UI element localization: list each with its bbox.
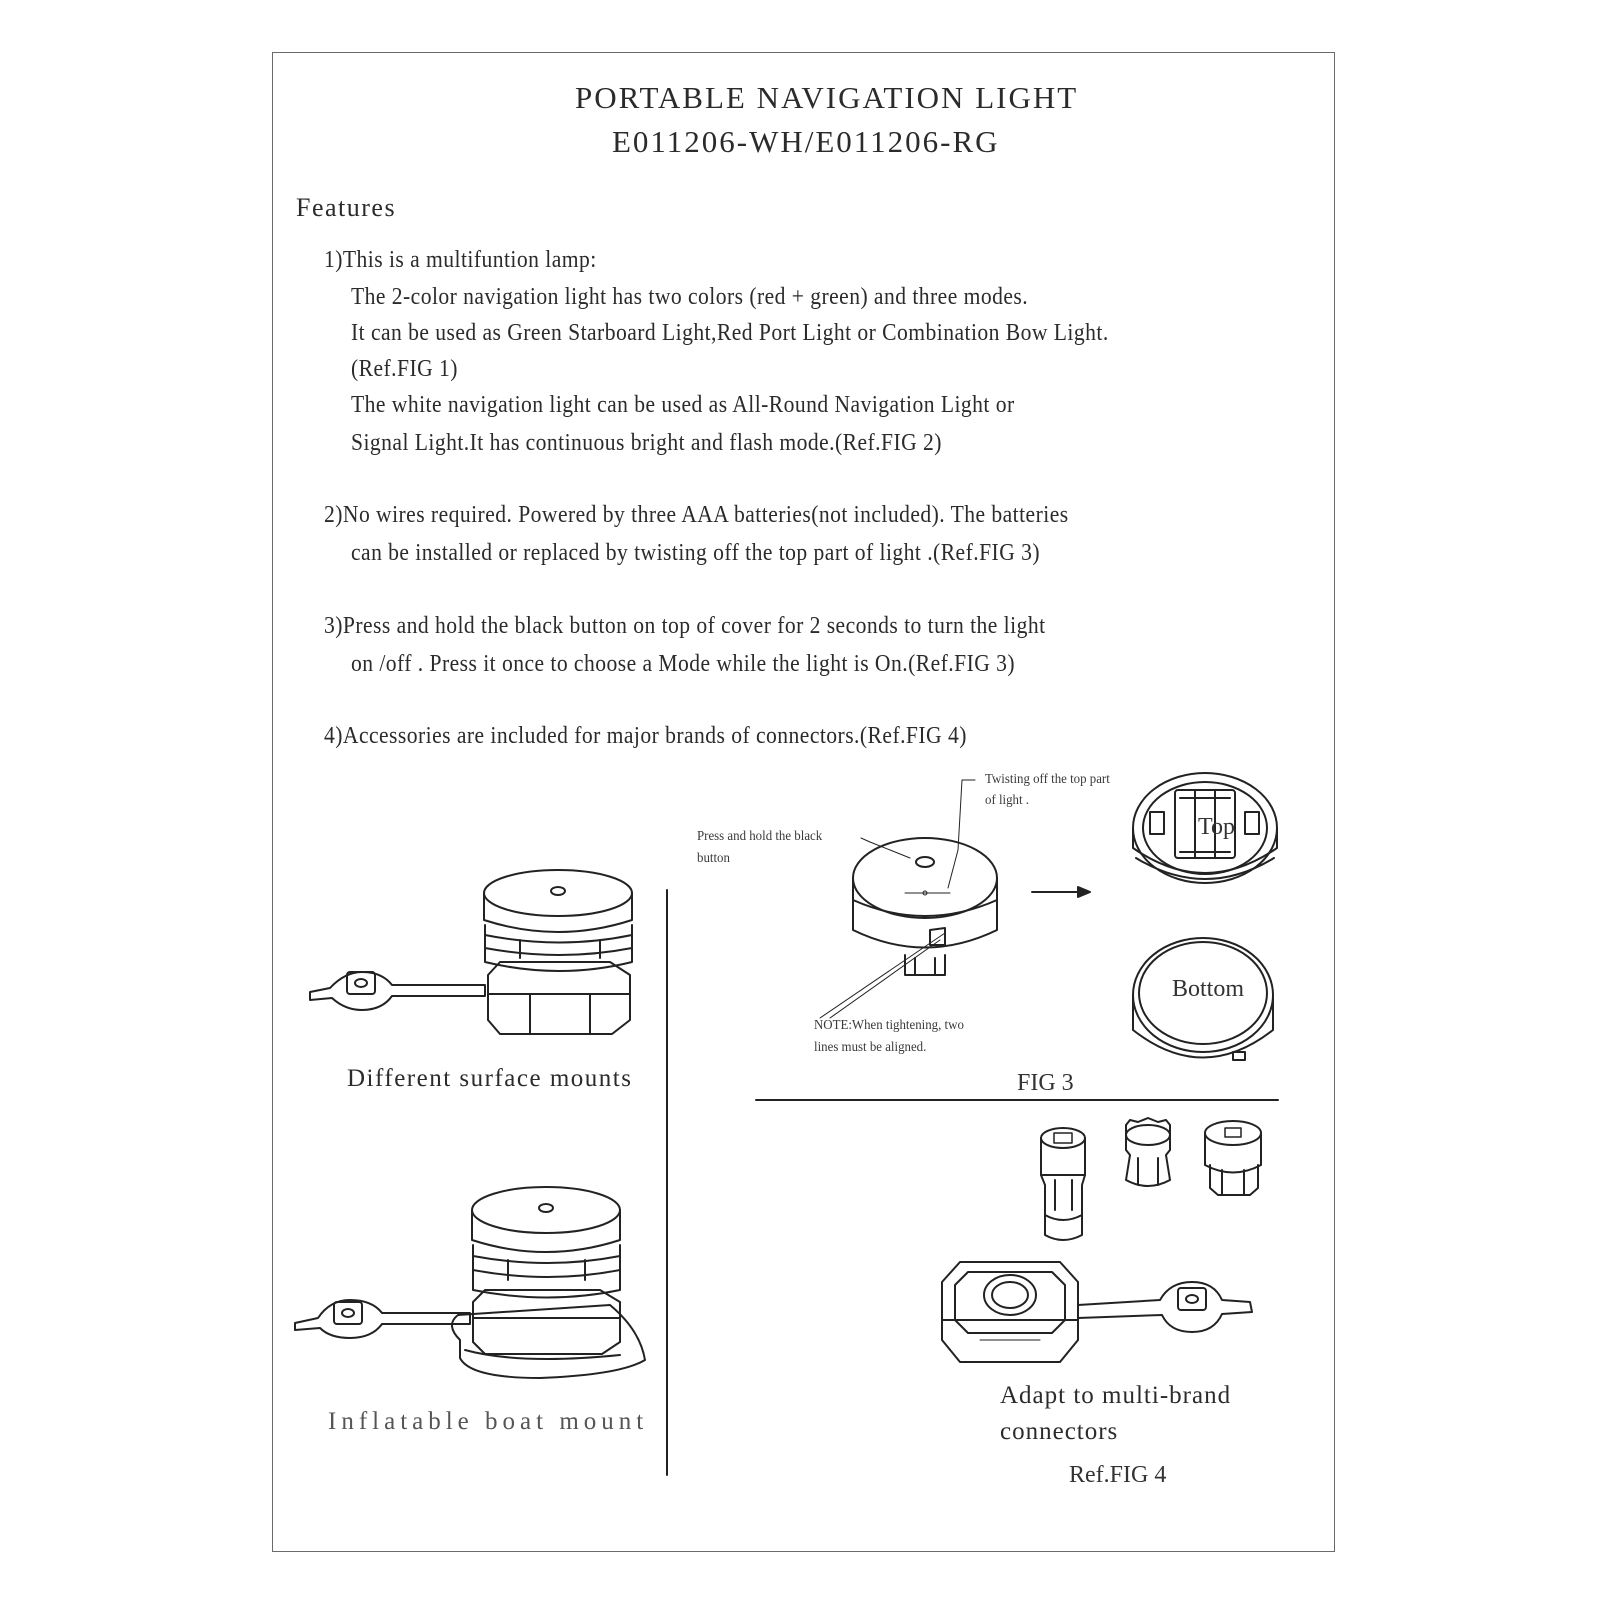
- feature-2-line-1: 2)No wires required. Powered by three AAA batteries(not included). The batteries: [324, 502, 1069, 528]
- inflatable-mount-caption: Inflatable boat mount: [328, 1408, 649, 1435]
- bottom-part-label: Bottom: [1172, 976, 1245, 1002]
- model-number: E011206-WH/E011206-RG: [612, 124, 1000, 159]
- fig4-caption-line-2: connectors: [1000, 1418, 1119, 1445]
- feature-1-line-5: The white navigation light can be used as All-Round Navigation Light or: [351, 392, 1015, 418]
- features-heading: Features: [296, 193, 397, 222]
- callout-twist-line-1: Twisting off the top part: [985, 772, 1110, 787]
- fig4-reference: Ref.FIG 4: [1069, 1462, 1167, 1488]
- feature-3-line-2: on /off . Press it once to choose a Mode while the light is On.(Ref.FIG 3): [351, 651, 1016, 677]
- fig3-light-illustration: [820, 780, 1090, 1018]
- surface-mounts-caption: Different surface mounts: [347, 1065, 633, 1092]
- surface-mount-light-illustration: [310, 870, 632, 1034]
- callout-press-line-2: button: [697, 851, 730, 866]
- fig4-connector-base-illustration: [942, 1262, 1252, 1362]
- callout-press-line-1: Press and hold the black: [697, 829, 823, 844]
- inflatable-mount-light-illustration: [295, 1187, 645, 1378]
- callout-twist-line-2: of light .: [985, 793, 1030, 808]
- top-part-label: Top: [1198, 814, 1235, 840]
- fig4-adapters-illustration: [1041, 1118, 1261, 1240]
- document-title: PORTABLE NAVIGATION LIGHT: [575, 80, 1079, 115]
- feature-1-line-3: It can be used as Green Starboard Light,Red Port Light or Combination Bow Light.: [351, 320, 1109, 346]
- feature-1-line-2: The 2-color navigation light has two colors (red + green) and three modes.: [351, 284, 1029, 310]
- feature-1-line-6: Signal Light.It has continuous bright and flash mode.(Ref.FIG 2): [351, 430, 942, 456]
- feature-1-line-4: (Ref.FIG 1): [351, 356, 458, 382]
- fig3-caption: FIG 3: [1017, 1070, 1074, 1096]
- feature-2-line-2: can be installed or replaced by twisting off the top part of light .(Ref.FIG 3): [351, 540, 1040, 566]
- fig4-caption-line-1: Adapt to multi-brand: [1000, 1382, 1232, 1409]
- feature-3-line-1: 3)Press and hold the black button on top of cover for 2 seconds to turn the light: [324, 613, 1046, 639]
- feature-1-line-1: 1)This is a multifuntion lamp:: [324, 247, 597, 273]
- note-line-2: lines must be aligned.: [814, 1040, 927, 1055]
- feature-4-line-1: 4)Accessories are included for major brands of connectors.(Ref.FIG 4): [324, 723, 967, 749]
- note-line-1: NOTE:When tightening, two: [814, 1018, 964, 1033]
